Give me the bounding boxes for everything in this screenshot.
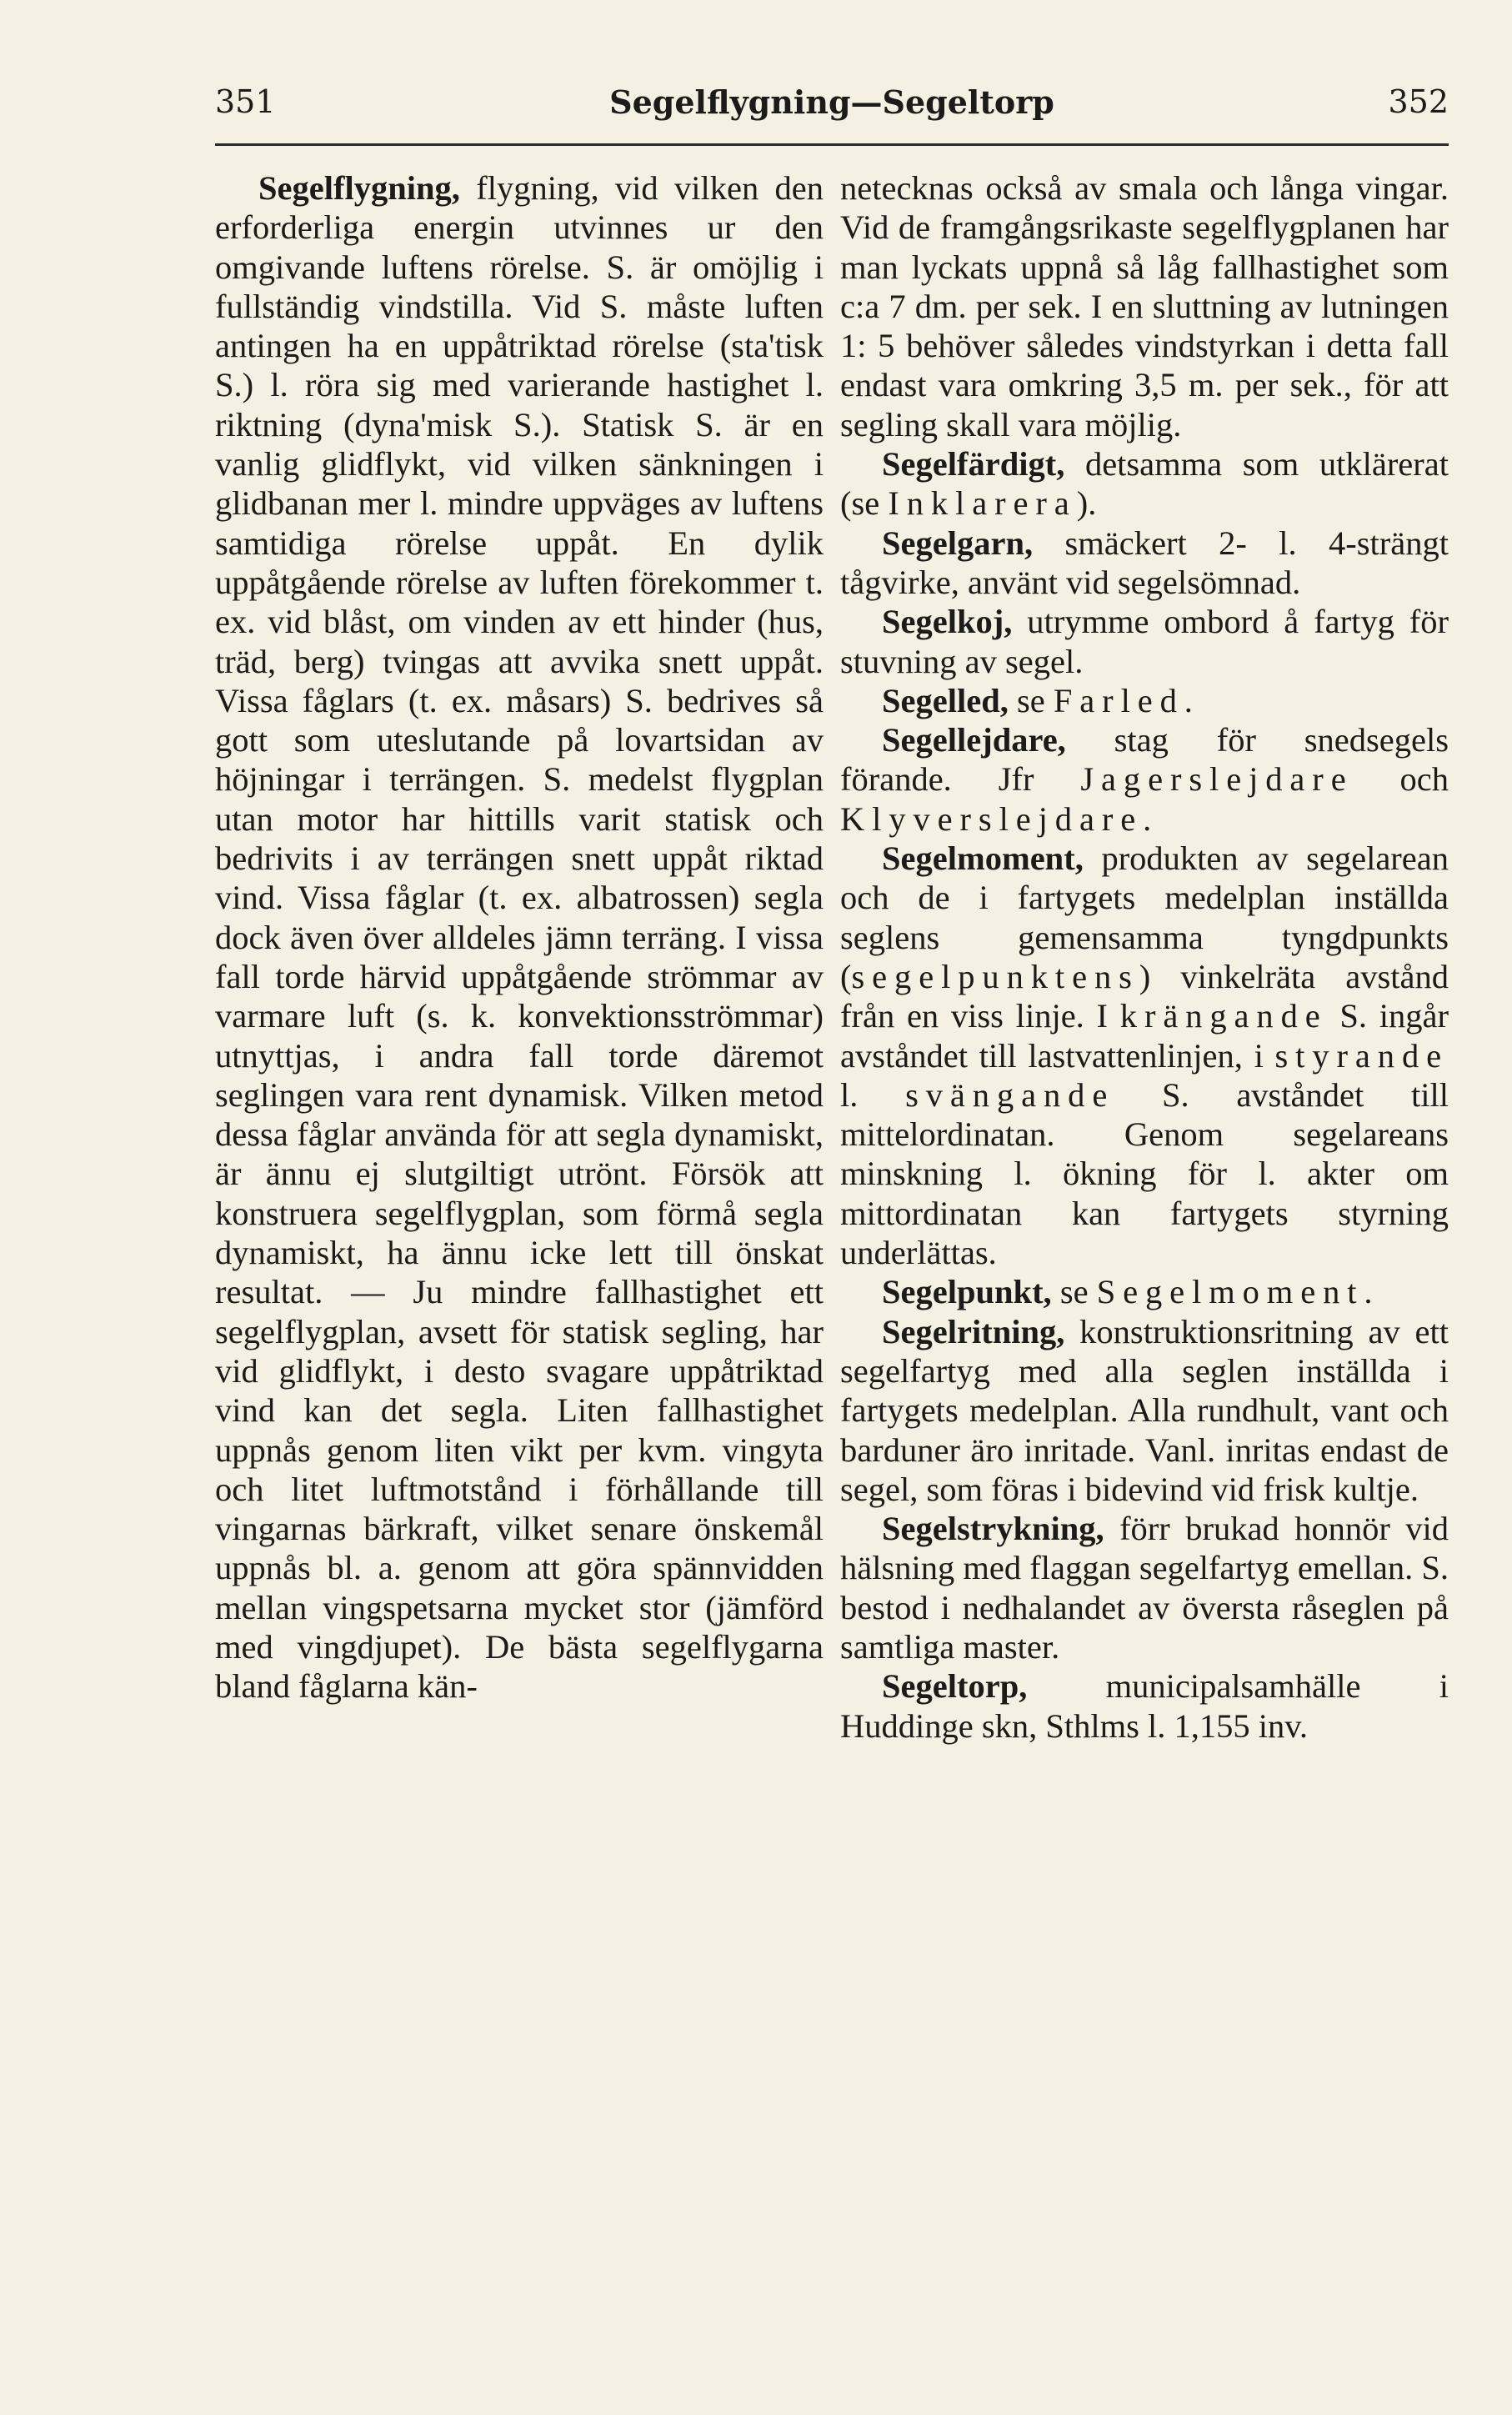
entry-text: flygning, vid vilken den erforderliga energin utvinnes ur den omgivande luftens rörelse. S. är omöjlig i fullständig vindstilla. Vid S. måste luften antingen ha en uppåtriktad rörelse (sta'tisk S.) l. röra sig med varierande hastighet l. riktning (dyna'misk S.). Statisk S. är en vanlig glidflykt, vid vilken sänkningen i glidbanan mer l. mindre uppväges av luftens samtidiga rörelse uppåt. En dylik uppåtgående rörelse av luften förekommer t. ex. vid blåst, om vinden av ett hinder (hus, träd, berg) tvingas att avvika snett uppåt. Vissa fåglars (t. ex. måsars) S. bedrives så gott som uteslutande på lovartsidan av höjningar i terrängen. S. medelst flygplan utan motor har hittills varit statisk och bedrivits i av terrängen snett uppåt riktad vind. Vissa fåglar (t. ex. albatrossen) segla dock även över alldeles jämn terräng. I vissa fall torde härvid uppåtgående strömmar av varmare luft (s. k. konvektionsströmmar) utnyttjas, i andra fall torde däremot seglingen vara rent dynamisk. Vilken metod dessa fåglar använda för att segla dynamiskt, är ännu ej slutgiltigt utrönt. Försök att konstruera segelflygplan, som förmå segla dynamiskt, ha ännu icke lett till önskat resultat. — Ju mindre fallhastighet ett segelflygplan, avsett för statisk segling, har vid glidflykt, i desto svagare uppåtriktad vind kan det segla. Liten fallhastighet uppnås genom liten vikt per kvm. vingyta och litet luftmotstånd i förhållande till vingarnas bärkraft, vilket senare önskemål uppnås bl. a. genom att göra spännvidden mellan vingspetsarna mycket stor (jämförd med vingdjupet). De bästa segelflygarna bland fåglarna kän- bbox=[215, 169, 824, 1706]
entry-text: l. bbox=[840, 1075, 906, 1114]
page-number-right: 352 bbox=[1388, 83, 1449, 120]
headword: Segelritning, bbox=[882, 1312, 1065, 1350]
running-header bbox=[215, 83, 1449, 138]
headword: Segelstrykning, bbox=[882, 1510, 1104, 1548]
running-title: Segelflygning—Segeltorp bbox=[609, 83, 1054, 121]
entry-text: ). bbox=[1076, 484, 1097, 523]
entry-text: och bbox=[1353, 760, 1449, 799]
entry-text: se bbox=[1051, 1273, 1097, 1311]
cross-reference: Segelmoment bbox=[1096, 1273, 1364, 1311]
entry-text: detsamma som utklärerat (se bbox=[840, 445, 1449, 523]
entry-segelgarn bbox=[840, 524, 1449, 603]
entry-text: S. avståndet till mittelordinatan. Genom segelareans minskning l. ökning för l. akter om mittordinatan kan fartygets styrning underlättas. bbox=[840, 1075, 1449, 1272]
entry-text: stag för snedsegels förande. Jfr bbox=[840, 721, 1449, 799]
entry-text: . bbox=[1364, 1273, 1373, 1311]
spaced-term: svängande bbox=[905, 1075, 1115, 1114]
headword: Segellejdare, bbox=[882, 721, 1066, 759]
entry-continuation: netecknas också av smala och långa vingar. Vid de framgångsrikaste segelflygplanen har man lyckats uppnå så låg fallhastighet som c:a 7 dm. per sek. I en sluttning av lutningen 1: 5 behöver således vindstyrkan i detta fall endast vara omkring 3,5 m. per sek., för att segling skall vara möjlig. bbox=[840, 169, 1449, 443]
headword: Segelgarn, bbox=[882, 524, 1034, 562]
cross-reference: Farled bbox=[1053, 681, 1184, 719]
headword: Segelpunkt, bbox=[882, 1273, 1052, 1311]
entry-text: utrymme ombord å fartyg för stuvning av segel. bbox=[840, 603, 1449, 680]
cross-reference: Klyverslejdare bbox=[840, 799, 1144, 838]
entry-text: produkten av segelarean och de i fartygets medelplan inställda seglens gemensamma tyngdpunkts ( bbox=[840, 839, 1449, 995]
page-number-left: 351 bbox=[215, 83, 276, 120]
entry-text: . bbox=[1184, 681, 1193, 719]
entry-text: . bbox=[1143, 799, 1152, 838]
headword: Segelmoment, bbox=[882, 839, 1084, 878]
right-column bbox=[840, 168, 1449, 1746]
entry-segelflygning bbox=[215, 168, 824, 1706]
cross-reference: Jagerslejdare bbox=[1080, 760, 1354, 799]
entry-text: S. ingår avståndet till lastvattenlinjen, i bbox=[840, 997, 1449, 1075]
left-column bbox=[215, 168, 824, 1706]
entry-segelritning bbox=[840, 1312, 1449, 1509]
entry-segelpunkt bbox=[840, 1272, 1449, 1311]
headword: Segeltorp, bbox=[882, 1667, 1028, 1706]
headword: Segelflygning, bbox=[258, 169, 460, 207]
headword: Segelfärdigt, bbox=[882, 445, 1065, 484]
spaced-term: krängande bbox=[1119, 997, 1328, 1035]
headword: Segelled, bbox=[882, 681, 1009, 719]
entry-text: konstruktionsritning av ett segelfartyg med alla seglen inställda i fartygets medelplan. Alla rundhult, vant och barduner äro inritade. Vanl. inritas endast de segel, som föras i bidevind vid frisk kultje. bbox=[840, 1312, 1449, 1508]
entry-segellejdare bbox=[840, 720, 1449, 839]
cross-reference: Inklarera bbox=[888, 484, 1077, 523]
entry-text: ) vinkelräta avstånd från en viss linje. I bbox=[840, 957, 1449, 1035]
headword: Segelkoj, bbox=[882, 603, 1013, 641]
entry-segelstrykning bbox=[840, 1509, 1449, 1666]
entry-text: municipalsamhälle i Huddinge skn, Sthlms l. 1,155 inv. bbox=[840, 1667, 1449, 1745]
entry-segelled bbox=[840, 681, 1449, 720]
entry-segelfardigt bbox=[840, 444, 1449, 524]
entry-segeltorp bbox=[840, 1666, 1449, 1746]
spaced-term: styrande bbox=[1274, 1036, 1449, 1075]
entry-segelmoment bbox=[840, 839, 1449, 1272]
entry-segelkoj bbox=[840, 602, 1449, 681]
entry-text: se bbox=[1008, 681, 1054, 719]
entry-text: förr brukad honnör vid hälsning med flaggan segelfartyg emellan. S. bestod i nedhalandet av översta råseglen på samtliga master. bbox=[840, 1510, 1449, 1666]
spaced-term: segelpunktens bbox=[851, 957, 1139, 995]
entry-text: smäckert 2- l. 4-strängt tågvirke, använt vid segelsömnad. bbox=[840, 524, 1449, 601]
header-rule bbox=[215, 143, 1449, 146]
